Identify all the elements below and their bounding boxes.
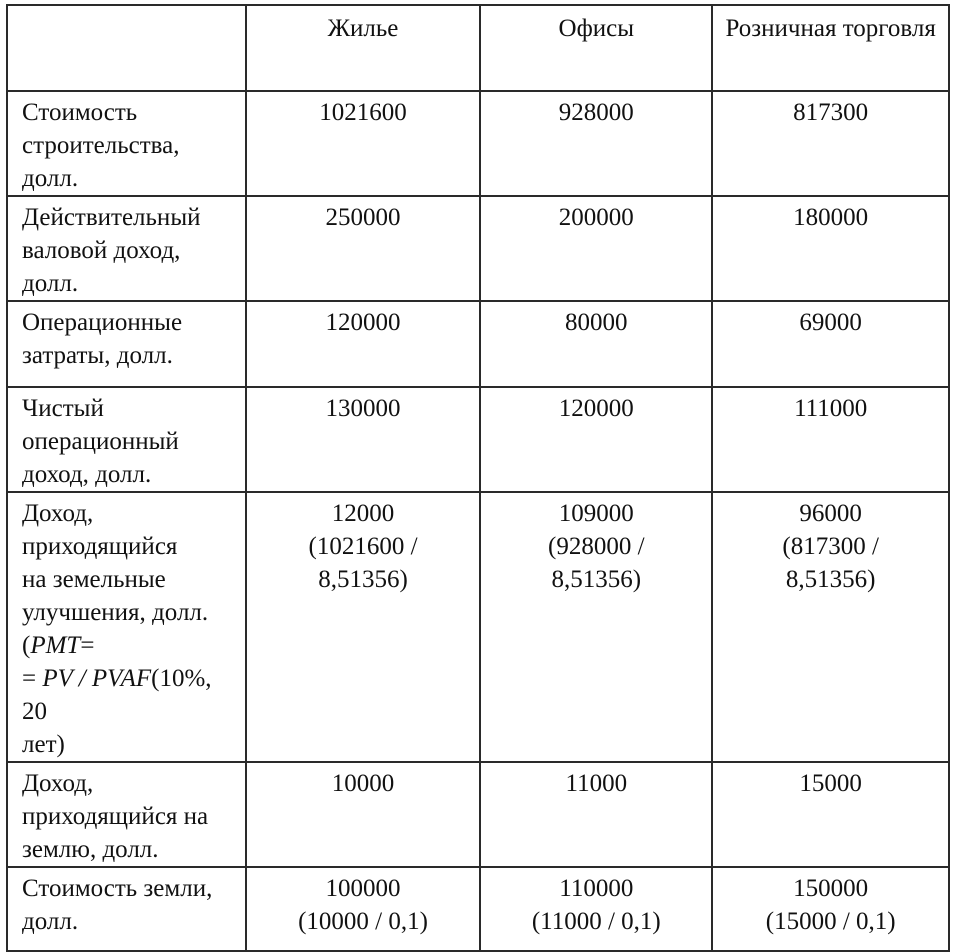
row-label: Действительный валовой доход, долл. (7, 196, 246, 301)
cell-value: 100000 (325, 875, 401, 902)
formula-args: (10%, 20 (22, 665, 212, 725)
cell-housing: 10000 (246, 762, 480, 867)
cell-offices: 928000 (480, 91, 712, 196)
row-label: Доход, приходящийся на землю, долл. (7, 762, 246, 867)
header-retail: Розничная торговля (712, 5, 949, 91)
formula-open-paren: ( (22, 632, 31, 659)
cell-retail: 15000 (712, 762, 949, 867)
cell-housing: 1021600 (246, 91, 480, 196)
formula-pv: PV (42, 665, 73, 692)
cell-offices: 120000 (480, 387, 712, 492)
cell-offices: 11000 (480, 762, 712, 867)
formula-slash: / (72, 665, 92, 692)
row-label-line: Доход, приходящийся (22, 500, 178, 560)
formula-equals: = (80, 632, 95, 659)
cell-calc: (11000 / 0,1) (531, 908, 661, 935)
cell-calc: (817300 / (782, 533, 879, 560)
cell-calc: 8,51356) (318, 566, 408, 593)
cell-calc: 8,51356) (785, 566, 876, 593)
table-row-land-value (7, 867, 949, 951)
formula-pmt: PMT (30, 632, 81, 659)
formula-pvaf: PVAF (91, 665, 152, 692)
row-label: Чистый операционный доход, долл. (7, 387, 246, 492)
table-row-improvements-income (7, 492, 949, 762)
header-empty-cell (7, 5, 246, 91)
formula-line-3: лет) (22, 731, 65, 758)
cell-offices (480, 492, 712, 762)
table-row-construction-cost (7, 91, 949, 196)
cell-value: 96000 (799, 500, 862, 527)
cell-calc: (10000 / 0,1) (298, 908, 428, 935)
cell-offices: 200000 (480, 196, 712, 301)
cell-housing (246, 867, 480, 951)
cell-calc: (15000 / 0,1) (765, 908, 896, 935)
cell-housing: 130000 (246, 387, 480, 492)
cell-calc: (928000 / (548, 533, 645, 560)
table-row-operating-costs (7, 301, 949, 387)
row-label: Операционные затраты, долл. (7, 301, 246, 387)
cell-retail: 817300 (712, 91, 949, 196)
cell-retail (712, 492, 949, 762)
cell-retail: 180000 (712, 196, 949, 301)
formula-line-1 (22, 629, 239, 662)
cell-value: 12000 (331, 500, 395, 527)
row-label-line: на земельные (22, 566, 166, 593)
cell-retail: 111000 (712, 387, 949, 492)
cell-value: 150000 (793, 875, 869, 902)
header-housing: Жилье (246, 5, 480, 91)
cell-housing: 120000 (246, 301, 480, 387)
land-valuation-table (6, 4, 950, 952)
table-row-net-operating-income (7, 387, 949, 492)
cell-housing: 250000 (246, 196, 480, 301)
row-label-line: улучшения, долл. (22, 599, 209, 626)
cell-housing (246, 492, 480, 762)
cell-value: 110000 (559, 875, 634, 902)
cell-offices (480, 867, 712, 951)
row-label (7, 492, 246, 762)
formula-line-2 (22, 662, 239, 728)
table-row-land-income (7, 762, 949, 867)
cell-value: 109000 (558, 500, 634, 527)
cell-offices: 80000 (480, 301, 712, 387)
cell-retail (712, 867, 949, 951)
cell-retail: 69000 (712, 301, 949, 387)
header-row (7, 5, 949, 91)
row-label: Стоимость строительства, долл. (7, 91, 246, 196)
cell-calc: 8,51356) (551, 566, 642, 593)
row-label: Стоимость земли, долл. (7, 867, 246, 951)
header-offices: Офисы (480, 5, 712, 91)
cell-calc: (1021600 / (308, 533, 418, 560)
formula-equals-2: = (22, 665, 43, 692)
table-row-gross-income (7, 196, 949, 301)
